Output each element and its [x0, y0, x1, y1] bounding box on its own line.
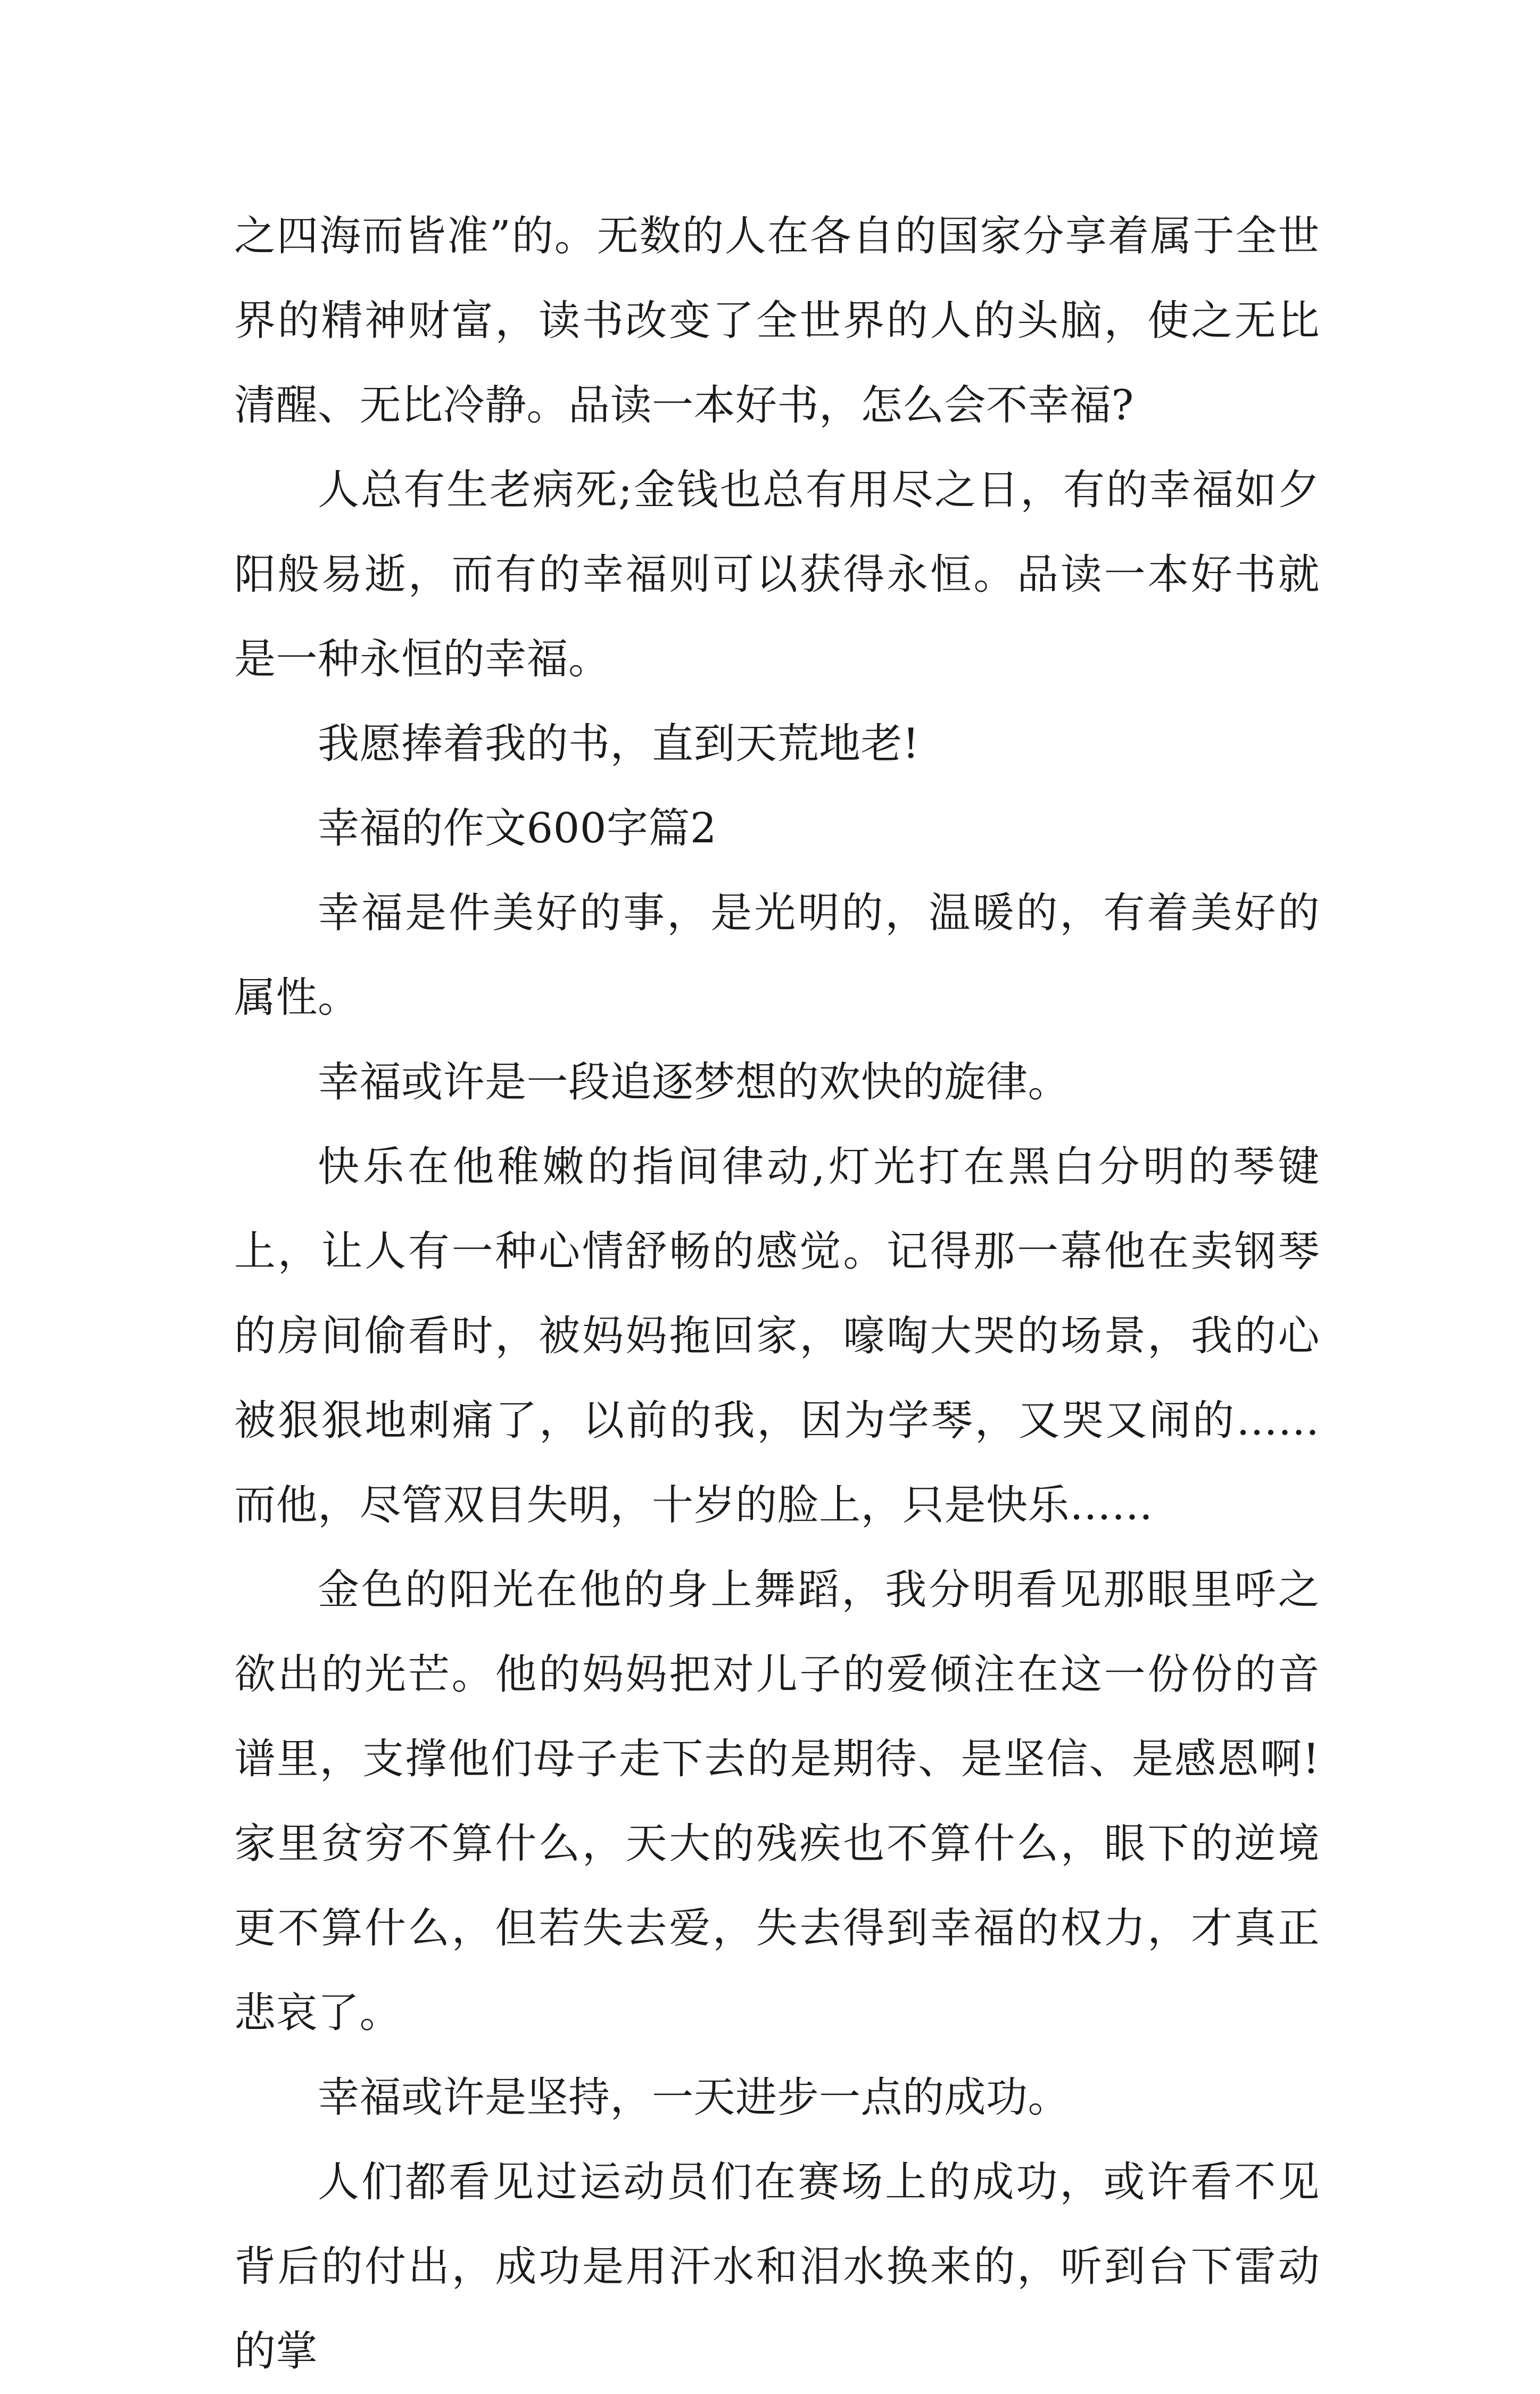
- essay-body: [234, 194, 1320, 2394]
- paragraph-6: 幸福或许是一段追逐梦想的欢快的旋律。: [318, 1058, 1070, 1106]
- paragraph-8: 金色的阳光在他的身上舞蹈，我分明看见那眼里呼之欲出的光芒。他的妈妈把对儿子的爱倾注在这一份份的音谱里，支撑他们母子走下去的是期待、是坚信、是感恩啊!家里贫穷不算什么，天大的残疾也不算什么，眼下的逆境更不算什么，但若失去爱，失去得到幸福的权力，才真正悲哀了。: [234, 1566, 1320, 2037]
- paragraph-9: 幸福或许是坚持，一天进步一点的成功。: [318, 2074, 1070, 2122]
- paragraph-2: 人总有生老病死;金钱也总有用尽之日，有的幸福如夕阳般易逝，而有的幸福则可以获得永恒。品读一本好书就是一种永恒的幸福。: [234, 466, 1320, 683]
- section-heading: 幸福的作文600字篇2: [318, 805, 717, 852]
- paragraph-5: 幸福是件美好的事，是光明的，温暖的，有着美好的属性。: [234, 889, 1320, 1022]
- paragraph-7: 快乐在他稚嫩的指间律动,灯光打在黑白分明的琴键上，让人有一种心情舒畅的感觉。记得那一幕他在卖钢琴的房间偷看时，被妈妈拖回家，嚎啕大哭的场景，我的心被狠狠地刺痛了，以前的我，因为学琴，又哭又闹的……而他，尽管双目失明，十岁的脸上，只是快乐……: [234, 1143, 1320, 1529]
- paragraph-3: 我愿捧着我的书，直到天荒地老!: [318, 720, 920, 768]
- paragraph-10: 人们都看见过运动员们在赛场上的成功，或许看不见背后的付出，成功是用汗水和泪水换来的，听到台下雷动的掌: [234, 2158, 1320, 2375]
- paragraph-1: 之四海而皆准”的。无数的人在各自的国家分享着属于全世界的精神财富，读书改变了全世界的人的头脑，使之无比清醒、无比冷静。品读一本好书，怎么会不幸福?: [234, 212, 1320, 429]
